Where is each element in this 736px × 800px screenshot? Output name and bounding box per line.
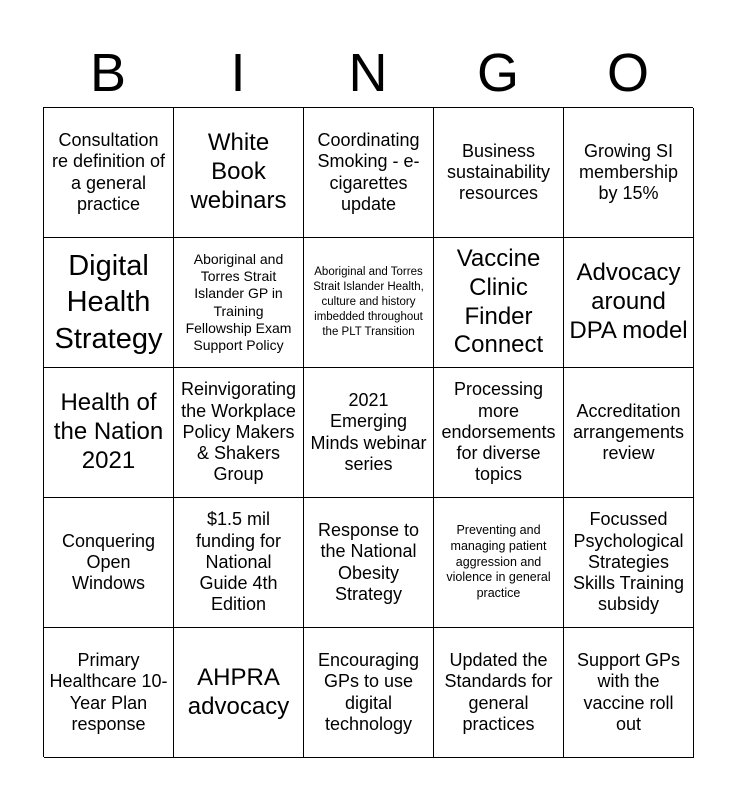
bingo-cell-i3[interactable]: Reinvigorating the Workplace Policy Makers & Shakers Group xyxy=(174,368,304,498)
header-letter-i: I xyxy=(230,43,246,103)
header-letter-n: N xyxy=(348,43,388,103)
bingo-cell-i5[interactable]: AHPRA advocacy xyxy=(174,628,304,758)
bingo-cell-i4[interactable]: $1.5 mil funding for National Guide 4th Edition xyxy=(174,498,304,628)
bingo-cell-o5[interactable]: Support GPs with the vaccine roll out xyxy=(564,628,694,758)
bingo-cell-b3[interactable]: Health of the Nation 2021 xyxy=(44,368,174,498)
bingo-header xyxy=(43,40,693,106)
bingo-cell-b2[interactable]: Digital Health Strategy xyxy=(44,238,174,368)
bingo-board xyxy=(43,107,693,757)
bingo-cell-o2[interactable]: Advocacy around DPA model xyxy=(564,238,694,368)
bingo-cell-g2[interactable]: Vaccine Clinic Finder Connect xyxy=(434,238,564,368)
bingo-cell-i2[interactable]: Aboriginal and Torres Strait Islander GP in Training Fellowship Exam Support Policy xyxy=(174,238,304,368)
bingo-cell-n3[interactable]: 2021 Emerging Minds webinar series xyxy=(304,368,434,498)
bingo-cell-n1[interactable]: Coordinating Smoking - e-cigarettes update xyxy=(304,108,434,238)
header-letter-b: B xyxy=(89,43,127,103)
bingo-cell-o4[interactable]: Focussed Psychological Strategies Skills Training subsidy xyxy=(564,498,694,628)
bingo-cell-n4[interactable]: Response to the National Obesity Strategy xyxy=(304,498,434,628)
bingo-cell-g5[interactable]: Updated the Standards for general practices xyxy=(434,628,564,758)
bingo-cell-i1[interactable]: White Book webinars xyxy=(174,108,304,238)
bingo-cell-b1[interactable]: Consultation re definition of a general practice xyxy=(44,108,174,238)
bingo-cell-o3[interactable]: Accreditation arrangements review xyxy=(564,368,694,498)
bingo-cell-n5[interactable]: Encouraging GPs to use digital technology xyxy=(304,628,434,758)
bingo-cell-n2[interactable]: Aboriginal and Torres Strait Islander Health, culture and history imbedded throughout the PLT Transition xyxy=(304,238,434,368)
bingo-cell-g1[interactable]: Business sustainability resources xyxy=(434,108,564,238)
bingo-cell-o1[interactable]: Growing SI membership by 15% xyxy=(564,108,694,238)
header-letter-o: O xyxy=(606,43,649,103)
bingo-cell-b4[interactable]: Conquering Open Windows xyxy=(44,498,174,628)
header-letter-g: G xyxy=(476,43,519,103)
bingo-cell-g3[interactable]: Processing more endorsements for diverse topics xyxy=(434,368,564,498)
bingo-cell-g4[interactable]: Preventing and managing patient aggression and violence in general practice xyxy=(434,498,564,628)
bingo-cell-b5[interactable]: Primary Healthcare 10-Year Plan response xyxy=(44,628,174,758)
